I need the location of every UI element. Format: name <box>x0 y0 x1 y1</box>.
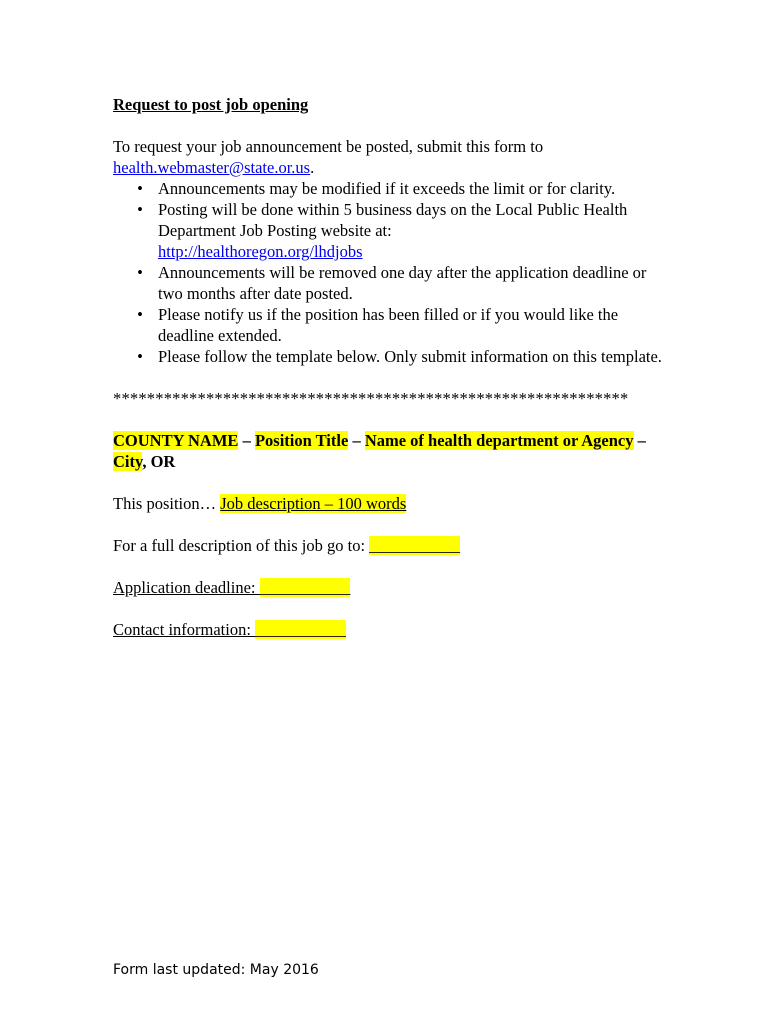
bullet-icon: • <box>137 200 143 219</box>
heading-dash: – <box>633 431 646 450</box>
list-item <box>113 262 673 304</box>
page-title: Request to post job opening <box>113 95 309 114</box>
heading-dash: – <box>238 431 255 450</box>
bullet-icon: • <box>137 263 143 282</box>
deadline-label: Application deadline: <box>113 578 260 597</box>
deadline-blank: ___________ <box>259 578 351 597</box>
full-description-label: For a full description of this job go to: <box>113 536 370 555</box>
separator-line: ************************************************************* <box>113 389 629 408</box>
list-item-text: Announcements will be removed one day after the application deadline or two months after date posted. <box>158 263 647 303</box>
contact-blank: ___________ <box>255 620 346 639</box>
position-line <box>113 493 673 514</box>
template-heading <box>113 430 673 472</box>
intro-end: . <box>310 158 315 177</box>
job-description-field: Job description – 100 words <box>220 494 407 513</box>
list-item <box>113 304 673 346</box>
lhdjobs-link[interactable]: http://healthoregon.org/lhdjobs <box>158 242 363 261</box>
list-item-text: Announcements may be modified if it exceeds the limit or for clarity. <box>158 179 616 198</box>
list-item-text: Posting will be done within 5 business days on the Local Public Health Department Job Posting website at: <box>158 200 628 240</box>
state-text: , OR <box>142 452 176 471</box>
department-name-field: Name of health department or Agency <box>364 431 634 450</box>
full-description-blank: ___________ <box>369 536 460 555</box>
contact-line <box>113 619 673 640</box>
contact-label: Contact information: <box>113 620 256 639</box>
intro-paragraph <box>113 136 673 178</box>
list-item <box>113 178 673 199</box>
city-field: City <box>113 452 143 471</box>
bullet-icon: • <box>137 179 143 198</box>
list-item <box>113 346 673 367</box>
list-item-text: Please notify us if the position has been filled or if you would like the deadline extended. <box>158 305 619 345</box>
list-item <box>113 199 673 262</box>
bullet-icon: • <box>137 305 143 324</box>
list-item-text: Please follow the template below. Only submit information on this template. <box>158 347 662 366</box>
page-footer: Form last updated: May 2016 <box>113 962 319 978</box>
intro-text: To request your job announcement be posted, submit this form to <box>113 137 544 156</box>
instructions-list <box>113 178 673 367</box>
position-label: This position… <box>113 494 221 513</box>
heading-dash: – <box>348 431 365 450</box>
document-body <box>113 94 673 640</box>
bullet-icon: • <box>137 347 143 366</box>
full-description-line <box>113 535 673 556</box>
webmaster-email-link[interactable]: health.webmaster@state.or.us <box>113 158 311 177</box>
position-title-field: Position Title <box>254 431 349 450</box>
deadline-line <box>113 577 673 598</box>
county-name-field: COUNTY NAME <box>113 431 239 450</box>
